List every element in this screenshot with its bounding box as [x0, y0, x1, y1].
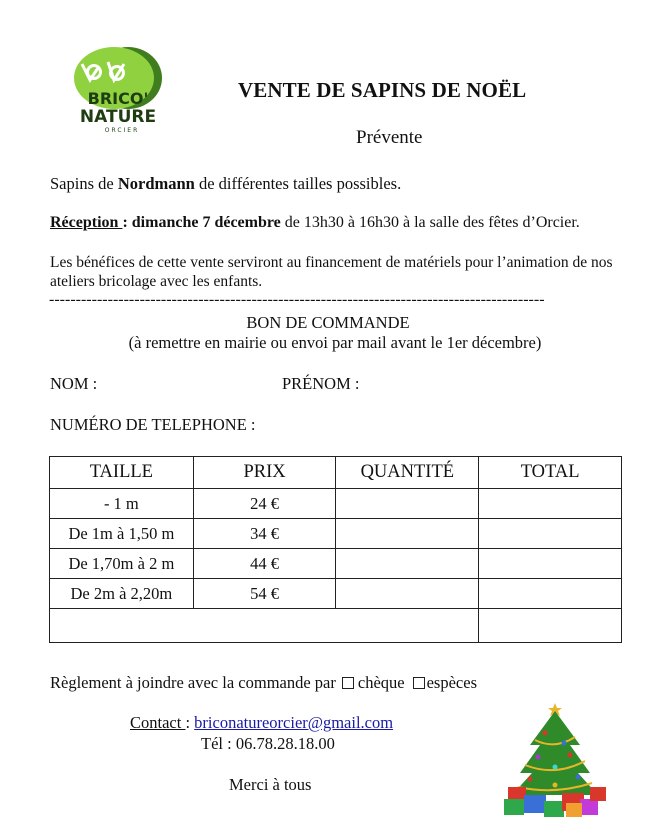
contact-colon: :: [185, 713, 195, 732]
total-label-cell: [50, 609, 479, 643]
benefits-text: Les bénéfices de cette vente serviront au financement de matériels pour l’animation de nos ateliers bricolage avec les enfants.: [50, 254, 613, 290]
intro-text: [50, 174, 401, 194]
cell-quantite[interactable]: [336, 579, 479, 609]
cell-quantite[interactable]: [336, 549, 479, 579]
cheque-checkbox[interactable]: [342, 677, 354, 689]
contact-email-link[interactable]: briconatureorcier@gmail.com: [194, 713, 394, 732]
logo-line3: ORCIER: [104, 127, 140, 134]
cell-taille: - 1 m: [50, 489, 194, 519]
prenom-field[interactable]: PRÉNOM :: [282, 374, 360, 393]
cell-taille: De 1,70m à 2 m: [50, 549, 194, 579]
separator-line: ---------------------------------------------------------------------------------------------: [49, 291, 545, 308]
logo-line1: BRICO': [87, 89, 149, 108]
payment-text: Règlement à joindre avec la commande par: [50, 673, 336, 692]
nom-field[interactable]: NOM :: [50, 374, 98, 393]
cell-total[interactable]: [479, 549, 622, 579]
contact-phone: Tél : 06.78.28.18.00: [201, 734, 335, 753]
logo-line2: NATURE: [79, 107, 157, 127]
cheque-label: chèque: [357, 673, 405, 692]
especes-checkbox[interactable]: [413, 677, 425, 689]
header-quantite: QUANTITÉ: [336, 457, 479, 489]
cell-taille: De 1m à 1,50 m: [50, 519, 194, 549]
cell-prix: 44 €: [193, 549, 336, 579]
cell-total[interactable]: [479, 489, 622, 519]
contact-line: [130, 713, 393, 733]
reception-date: dimanche 7 décembre: [131, 214, 281, 231]
cell-total[interactable]: [479, 519, 622, 549]
christmas-tree-image: [500, 695, 610, 820]
table-total-row: [50, 609, 622, 643]
tree-icon: [512, 711, 598, 795]
table-header-row: [50, 457, 622, 489]
cell-prix: 54 €: [193, 579, 336, 609]
payment-line: [50, 673, 477, 693]
especes-label: espèces: [426, 673, 477, 692]
cell-quantite[interactable]: [336, 489, 479, 519]
telephone-field[interactable]: NUMÉRO DE TELEPHONE :: [50, 415, 256, 434]
table-row: [50, 489, 622, 519]
closing-text: Merci à tous: [229, 775, 312, 794]
reception-colon: :: [122, 214, 132, 231]
cell-taille: De 2m à 2,20m: [50, 579, 194, 609]
order-table: [49, 456, 622, 643]
page-subtitle: Prévente: [356, 127, 423, 148]
intro-prefix: Sapins de: [50, 174, 118, 193]
header-taille: TAILLE: [50, 457, 194, 489]
order-form-subtitle: (à remettre en mairie ou envoi par mail avant le 1er décembre): [128, 333, 542, 352]
grand-total-cell[interactable]: [479, 609, 622, 643]
contact-label: Contact: [130, 713, 186, 732]
cell-prix: 24 €: [193, 489, 336, 519]
order-form-title: BON DE COMMANDE: [246, 313, 410, 332]
reception-details: de 13h30 à 16h30 à la salle des fêtes d’Orcier.: [280, 214, 580, 231]
page-title: VENTE DE SAPINS DE NOËL: [238, 78, 527, 102]
brico-nature-logo: [68, 40, 168, 135]
cell-quantite[interactable]: [336, 519, 479, 549]
reception-text: [50, 214, 580, 232]
intro-bold: Nordmann: [117, 174, 195, 193]
cell-prix: 34 €: [193, 519, 336, 549]
table-row: [50, 519, 622, 549]
intro-suffix: de différentes tailles possibles.: [194, 174, 402, 193]
table-row: [50, 549, 622, 579]
table-row: [50, 579, 622, 609]
reception-label: Réception: [50, 214, 123, 231]
cell-total[interactable]: [479, 579, 622, 609]
header-prix: PRIX: [193, 457, 336, 489]
header-total: TOTAL: [479, 457, 622, 489]
